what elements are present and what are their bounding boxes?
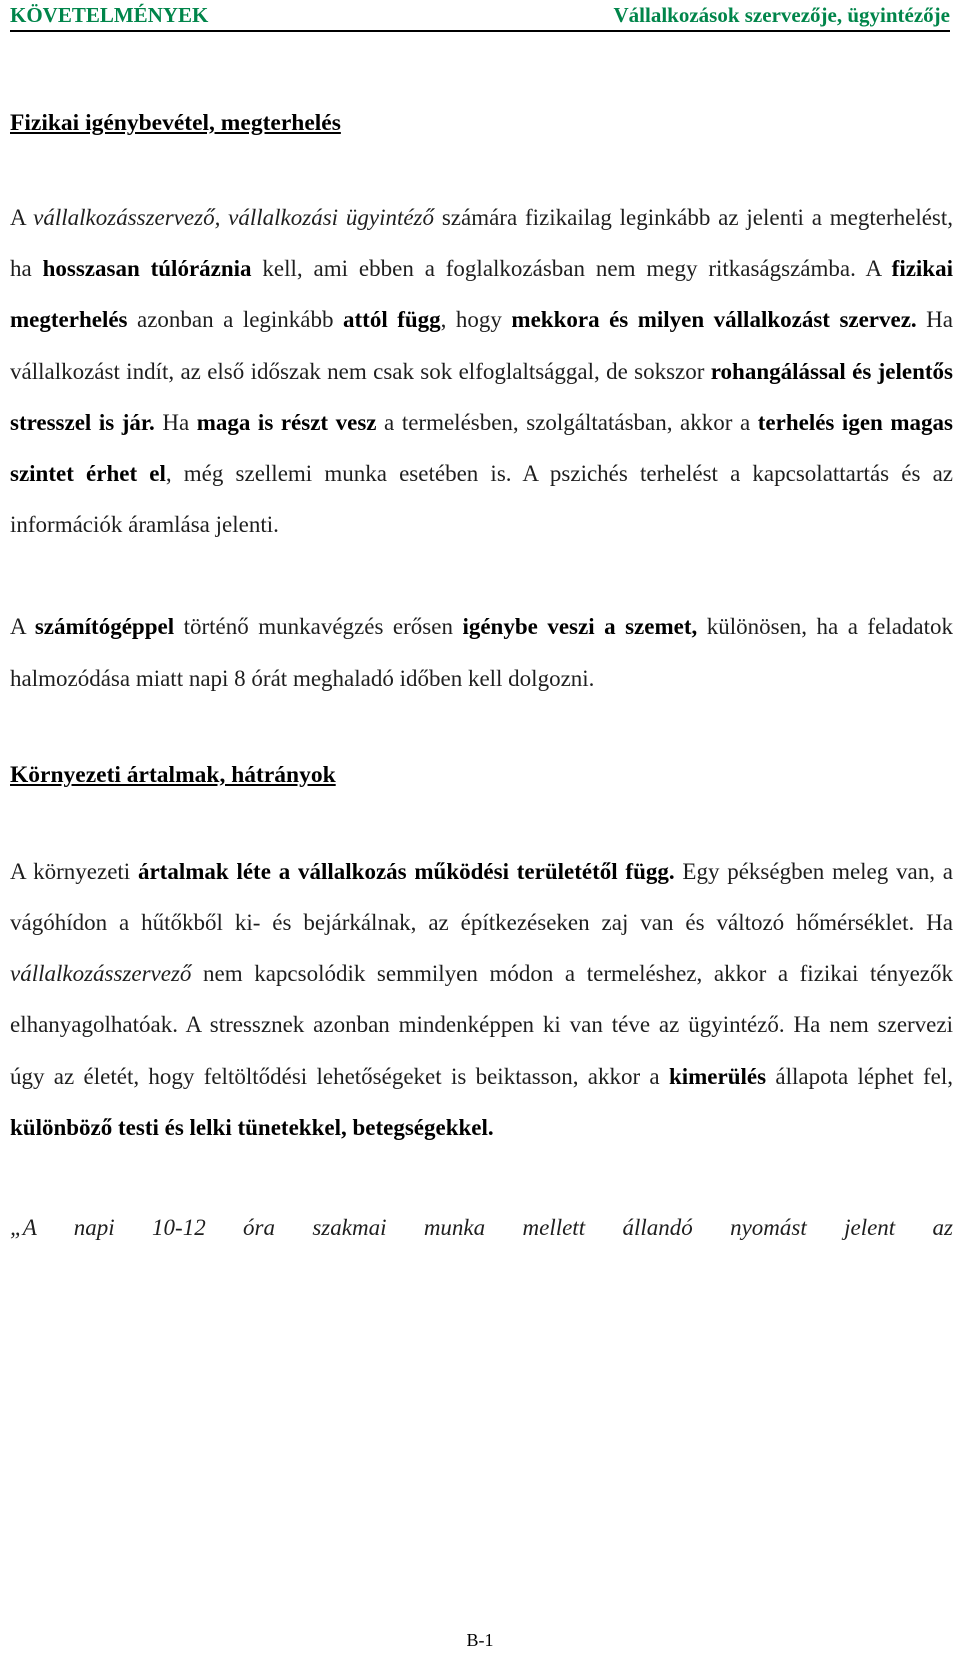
bold-text-run: különböző testi és lelki tünetekkel, betegségekkel. bbox=[10, 1114, 494, 1140]
text-run: állapota léphet fel, bbox=[766, 1063, 953, 1089]
text-run: a termelésben, szolgáltatásban, akkor a bbox=[376, 409, 758, 435]
text-run: nem kapcsolódik semmilyen módon a termeléshez, akkor a fizikai tényezők elhanyagolhatóak. A stressznek azonban mindenképpen ki van téve az ügyintéző. Ha nem szervezi úgy az életét, hogy feltöltődési lehetőségeket is beiktasson, akkor a bbox=[10, 961, 953, 1089]
text-run: történő munkavégzés erősen bbox=[174, 614, 463, 640]
bold-text-run: kimerülés bbox=[668, 1063, 767, 1089]
text-run: Ha vállalkozást indít, az első időszak nem csak sok elfoglaltsággal, de sokszor bbox=[10, 307, 954, 384]
bold-text-run: attól függ bbox=[343, 307, 441, 333]
bold-text-run: hosszasan túlóráznia bbox=[42, 256, 252, 282]
page-number: B-1 bbox=[466, 1630, 494, 1650]
text-run: azonban a leginkább bbox=[127, 307, 344, 333]
quote-line: „A napi 10-12 óra szakmai munka mellett állandó nyomást jelent az bbox=[10, 1215, 953, 1241]
bold-text-run: számítógéppel bbox=[34, 614, 175, 640]
paragraph-physical-load bbox=[10, 192, 953, 550]
bold-text-run: ártalmak léte a vállalkozás működési területétől függ. bbox=[137, 858, 675, 884]
text-run: különösen, ha a feladatok halmozódása miatt napi 8 órát meghaladó időben kell dolgozni. bbox=[10, 614, 953, 691]
text-run: A környezeti bbox=[10, 858, 138, 884]
paragraph-environment bbox=[10, 846, 953, 1153]
text-run: Egy pékségben meleg van, a vágóhídon a hűtőkből ki- és bejárkálnak, az építkezéseken zaj van és változó hőmérséklet. Ha bbox=[10, 858, 953, 936]
bold-text-run: rohangálással és jelentős stresszel is jár. bbox=[10, 358, 953, 435]
text-run: A bbox=[10, 205, 34, 230]
page-content bbox=[10, 106, 953, 1253]
bold-text-run: terhelés igen magas szintet érhet el bbox=[10, 409, 953, 487]
text-run: , hogy bbox=[440, 307, 512, 333]
bold-text-run: maga is részt vesz bbox=[196, 409, 377, 435]
text-run: kell, ami ebben a foglalkozásban nem megy ritkaságszámba. A bbox=[251, 256, 892, 282]
bold-text-run: igénybe veszi a szemet, bbox=[462, 614, 698, 640]
paragraph-computer-work bbox=[10, 601, 953, 703]
text-run: , még szellemi munka esetében is. A pszichés terhelést a kapcsolattartás és az információk áramlása jelenti. bbox=[10, 461, 953, 538]
bold-text-run: mekkora és milyen vállalkozást szervez. bbox=[511, 307, 917, 333]
header-right-title: Vállalkozások szervezője, ügyintézője bbox=[613, 3, 950, 27]
text-run: A bbox=[10, 614, 35, 640]
text-run: Ha bbox=[154, 409, 197, 435]
section-heading-environment: Környezeti ártalmak, hátrányok bbox=[10, 761, 336, 788]
section-heading-physical: Fizikai igénybevétel, megterhelés bbox=[10, 110, 341, 136]
text-run: számára fizikailag leginkább az jelenti a megterhelést, ha bbox=[10, 205, 954, 282]
header-left-title: KÖVETELMÉNYEK bbox=[10, 3, 209, 27]
bold-text-run: fizikai megterhelés bbox=[10, 256, 953, 333]
page-header bbox=[10, 2, 950, 32]
italic-text-run: vállalkozásszervező, vállalkozási ügyintéző bbox=[33, 205, 435, 230]
italic-text-run: vállalkozásszervező bbox=[10, 961, 192, 987]
